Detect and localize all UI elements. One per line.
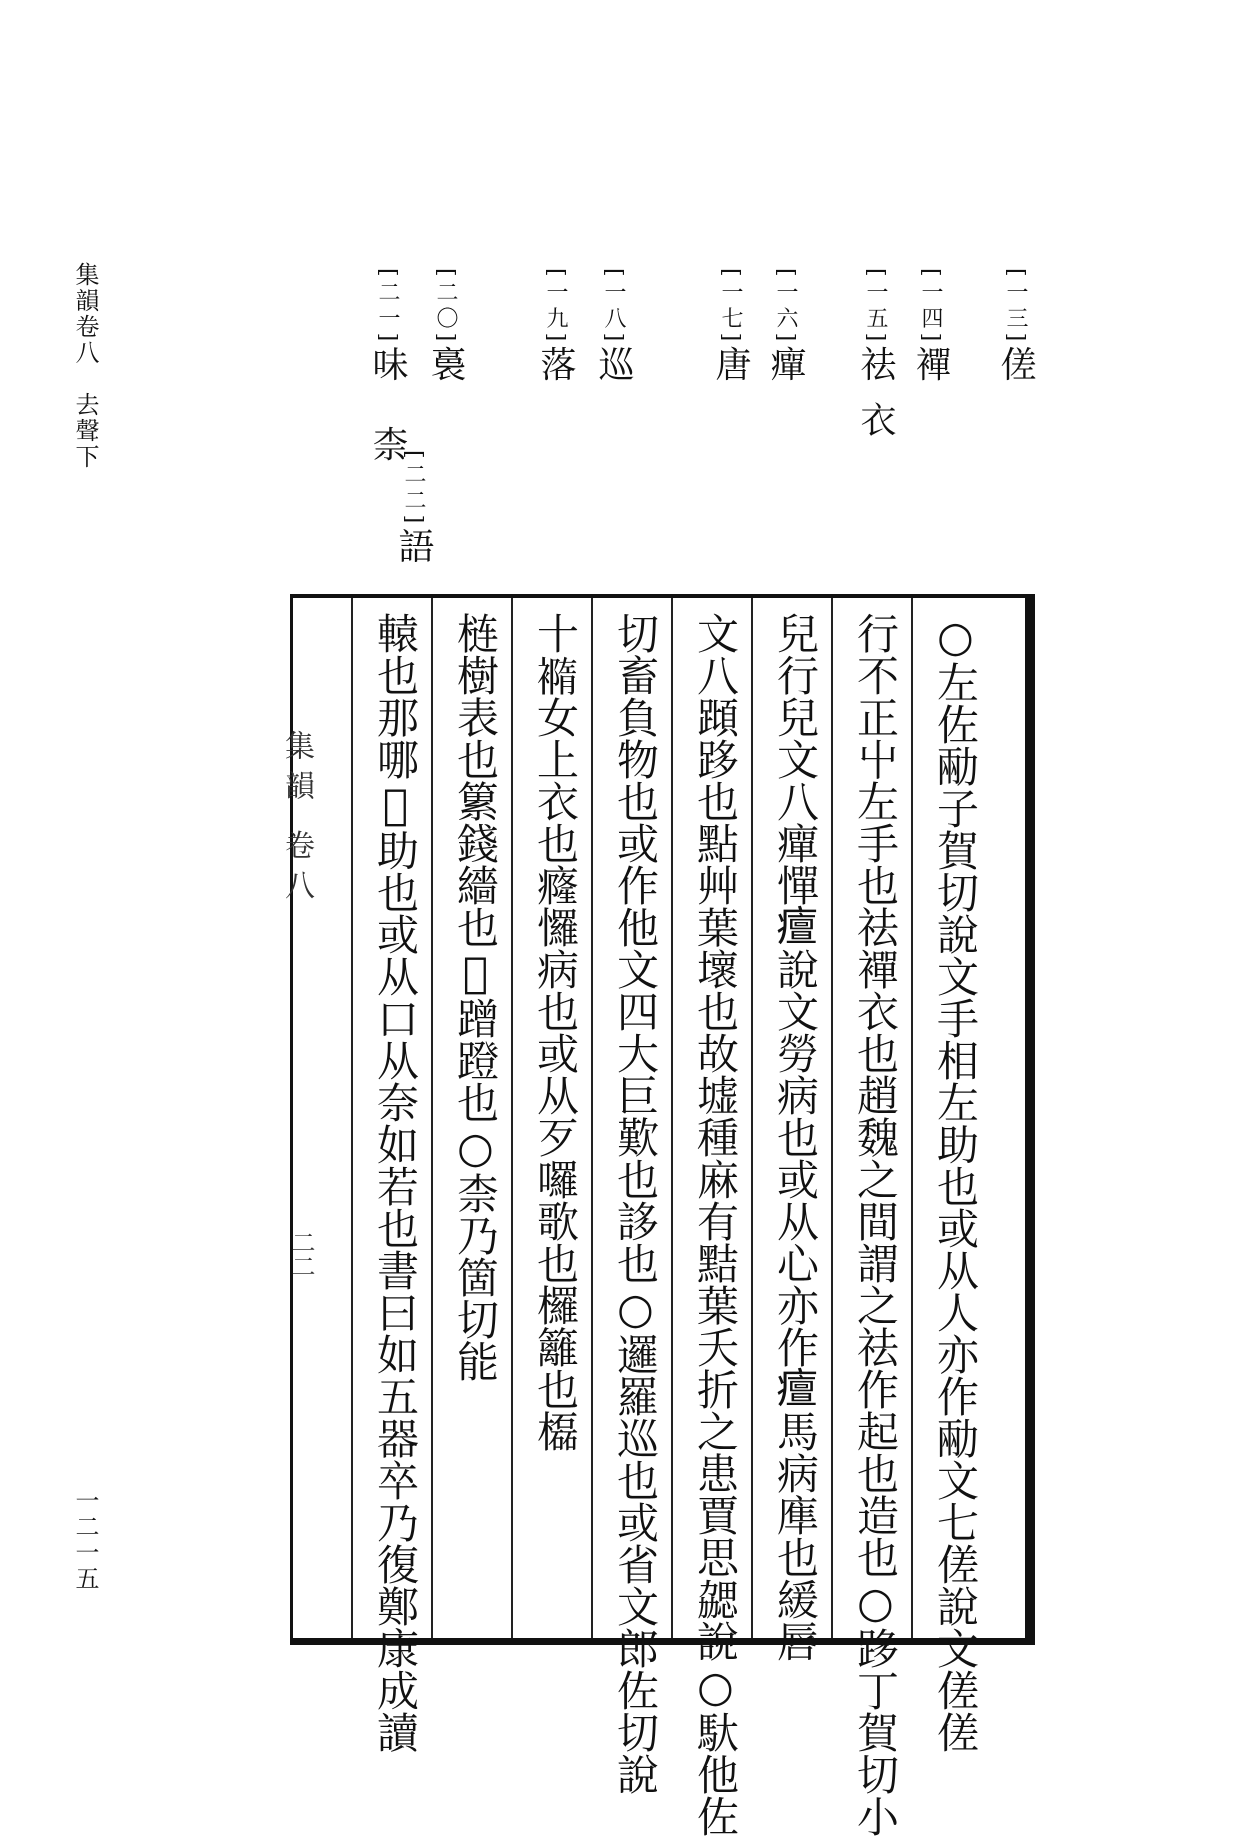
note-text: 落 (535, 345, 576, 386)
text-column-8: 轅也那哪𥇨助也或从口从奈如若也書曰如五器卒乃復鄭康成讀 (371, 612, 420, 1753)
note-label: [一八] (601, 268, 626, 346)
note-22 (388, 450, 439, 567)
text-column-7: 梿樹表也䉂錢繬也𨅸蹭蹬也○柰乃箇切能 (451, 612, 500, 1382)
text-column-1: ○左佐㔝子賀切說文手相左助也或从人亦作㔝文七傞說文傞傞 (931, 612, 980, 1753)
note-21 (362, 268, 413, 465)
text-column-2: 行不正屮左手也祛襌衣也趙魏之間謂之祛作起也造也○跢丁賀切小 (851, 612, 900, 1837)
column-rule (511, 598, 513, 1638)
fold-number: 二二 (287, 1230, 315, 1278)
fold-title: 集韻 卷八 (279, 730, 314, 910)
note-14 (905, 268, 956, 385)
note-text: 唐 (710, 345, 751, 386)
note-text: 襌 (910, 345, 951, 386)
text-column-6: 十𧝍女上衣也癃㦬病也或从歹囉歌也欏籬也㰁 (531, 612, 580, 1452)
note-15 (850, 268, 901, 441)
note-label: [一四] (918, 268, 943, 346)
note-text: 裛 (425, 345, 466, 386)
note-13 (990, 268, 1041, 385)
text-column-5: 切畜負物也或作他文四大巨歎也誃也○邏羅巡也或省文郎佐切說 (611, 612, 660, 1795)
column-rule (751, 598, 753, 1638)
note-label: [二一] (375, 268, 400, 346)
note-text: 傞 (995, 345, 1036, 386)
column-rule (591, 598, 593, 1638)
note-text: 癉 (765, 345, 806, 386)
note-label: [一七] (718, 268, 743, 346)
column-rule (431, 598, 433, 1638)
note-18 (588, 268, 639, 385)
note-label: [二二] (401, 450, 426, 528)
note-text: 味 柰 (367, 345, 408, 466)
page-number: 一二一五 (71, 1488, 99, 1592)
column-rule (671, 598, 673, 1638)
text-column-3: 兒行兒文八癉憚𤺺說文勞病也或从心亦作𤺺馬病㢑也緩唇 (771, 612, 820, 1662)
note-19 (530, 268, 581, 385)
note-label: [二〇] (433, 268, 458, 346)
note-17 (705, 268, 756, 385)
note-text: 巡 (593, 345, 634, 386)
note-text: 語 (393, 527, 434, 568)
column-rule (351, 598, 353, 1638)
text-column-4: 文八蹞跢也點艸葉壞也故墟種麻有黠葉夭折之患賈思勰說○馱他佐 (691, 612, 740, 1837)
column-rule (831, 598, 833, 1638)
note-label: [一三] (1003, 268, 1028, 346)
note-16 (760, 268, 811, 385)
note-label: [一六] (773, 268, 798, 346)
column-rule (911, 598, 913, 1638)
note-text: 祛 衣 (855, 345, 896, 441)
running-header: 集韻卷八 去聲下 (71, 262, 99, 470)
note-20 (420, 268, 471, 385)
note-label: [一九] (543, 268, 568, 346)
note-label: [一五] (863, 268, 888, 346)
